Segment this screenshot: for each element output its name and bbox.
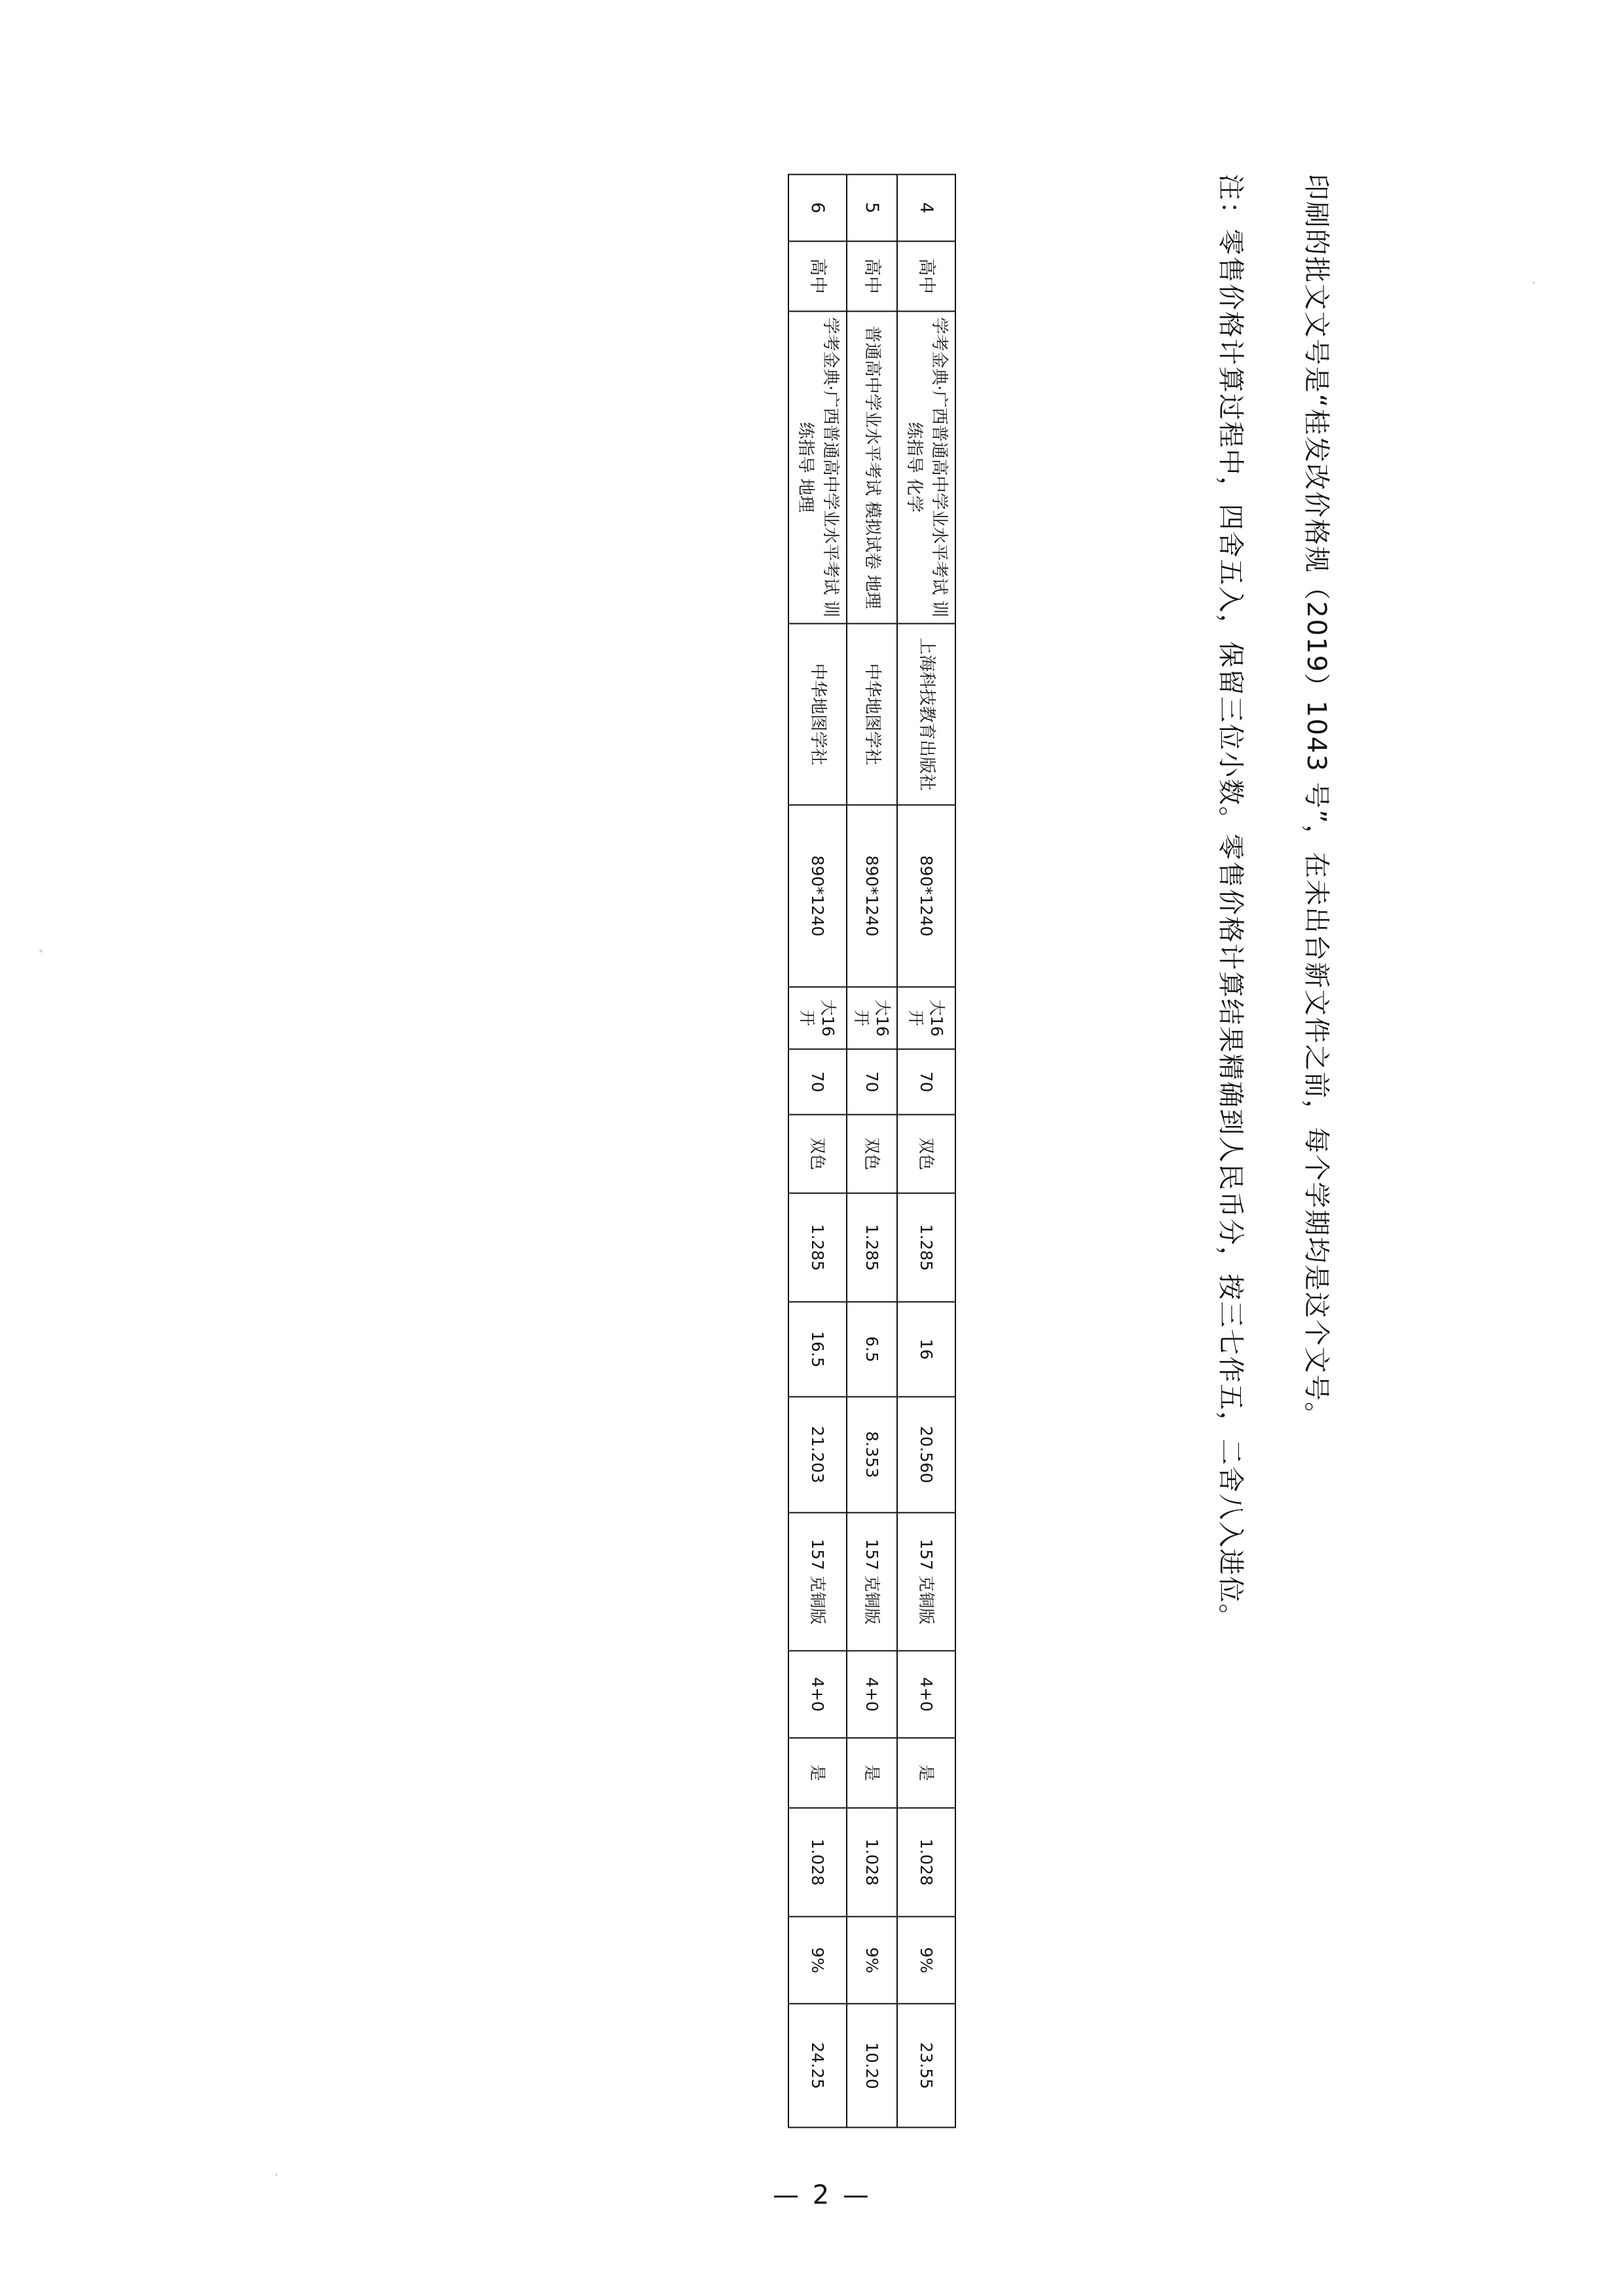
cell-size: 890*1240 (897, 805, 955, 986)
cell-index: 5 (847, 174, 897, 241)
cell-coefficient: 1.028 (847, 1808, 897, 1916)
cell-sheets: 16 (897, 1302, 955, 1396)
cell-print-fee: 20.560 (897, 1396, 955, 1513)
cell-coefficient: 1.028 (788, 1808, 847, 1916)
cell-gsm: 70 (847, 1049, 897, 1114)
scan-speck (1532, 282, 1535, 284)
cell-unit-price: 1.285 (897, 1193, 955, 1302)
scan-speck (39, 949, 43, 953)
price-table (788, 173, 956, 2128)
note-line-2: 印刷的批文文号是“桂发改价格规（2019）1043 号”，在未出台新文件之前，每个学期均是这个文号。 (1301, 173, 1331, 1429)
cell-color: 双色 (847, 1114, 897, 1193)
page-number: — 2 — (773, 2180, 872, 2210)
table-row (897, 174, 955, 2127)
cell-publisher: 中华地图学社 (847, 623, 897, 805)
cell-kai: 大16开 (897, 987, 955, 1049)
cell-coefficient: 1.028 (897, 1808, 955, 1916)
cell-stage: 高中 (847, 241, 897, 311)
cell-index: 4 (897, 174, 955, 241)
cell-sheets: 6.5 (847, 1302, 897, 1396)
table-row (788, 174, 847, 2127)
cell-publisher: 上海科技教育出版社 (897, 623, 955, 805)
cell-unit-price: 1.285 (847, 1193, 897, 1302)
cell-stage: 高中 (897, 241, 955, 311)
cell-unit-price: 1.285 (788, 1193, 847, 1302)
cell-profit: 9% (847, 1916, 897, 2003)
cell-publisher: 中华地图学社 (788, 623, 847, 805)
cell-print-fee: 8.353 (847, 1396, 897, 1513)
cell-stage: 高中 (788, 241, 847, 311)
cell-kai: 大16开 (847, 987, 897, 1049)
cell-size: 890*1240 (847, 805, 897, 986)
cell-size: 890*1240 (788, 805, 847, 986)
table-row (847, 174, 897, 2127)
price-table-wrapper (788, 173, 956, 2128)
cell-cover-paper: 157 克铜版 (788, 1512, 847, 1650)
cell-profit: 9% (788, 1916, 847, 2003)
cell-cover-color: 4+0 (897, 1650, 955, 1738)
cell-retail: 24.25 (788, 2003, 847, 2127)
scan-speck (275, 2174, 278, 2176)
cell-kai: 大16开 (788, 987, 847, 1049)
cell-matched: 是 (897, 1738, 955, 1808)
cell-matched: 是 (788, 1738, 847, 1808)
cell-color: 双色 (788, 1114, 847, 1193)
cell-profit: 9% (897, 1916, 955, 2003)
cell-retail: 23.55 (897, 2003, 955, 2127)
cell-gsm: 70 (788, 1049, 847, 1114)
note-printing-document-number (1290, 173, 1342, 2131)
cell-cover-paper: 157 克铜版 (847, 1512, 897, 1650)
notes-label: 注： (1215, 173, 1246, 228)
cell-cover-color: 4+0 (788, 1650, 847, 1738)
cell-index: 6 (788, 174, 847, 241)
cell-cover-paper: 157 克铜版 (897, 1512, 955, 1650)
cell-color: 双色 (897, 1114, 955, 1193)
cell-sheets: 16.5 (788, 1302, 847, 1396)
cell-print-fee: 21.203 (788, 1396, 847, 1513)
cell-book-name: 学考金典·广西普通高中学业水平考试 训练指导 地理 (788, 311, 847, 623)
cell-book-name: 学考金典·广西普通高中学业水平考试 训练指导 化学 (897, 311, 955, 623)
notes-block (1204, 173, 1257, 2131)
cell-matched: 是 (847, 1738, 897, 1808)
note-line-1: 零售价格计算过程中，四舍五入，保留三位小数。零售价格计算结果精确到人民币分，按三七作五，二舍八入进位。 (1215, 228, 1246, 1631)
note-line-1-wrapper (1204, 173, 1257, 2131)
cell-cover-color: 4+0 (847, 1650, 897, 1738)
cell-gsm: 70 (897, 1049, 955, 1114)
cell-book-name: 普通高中学业水平考试 模拟试卷 地理 (847, 311, 897, 623)
cell-retail: 10.20 (847, 2003, 897, 2127)
